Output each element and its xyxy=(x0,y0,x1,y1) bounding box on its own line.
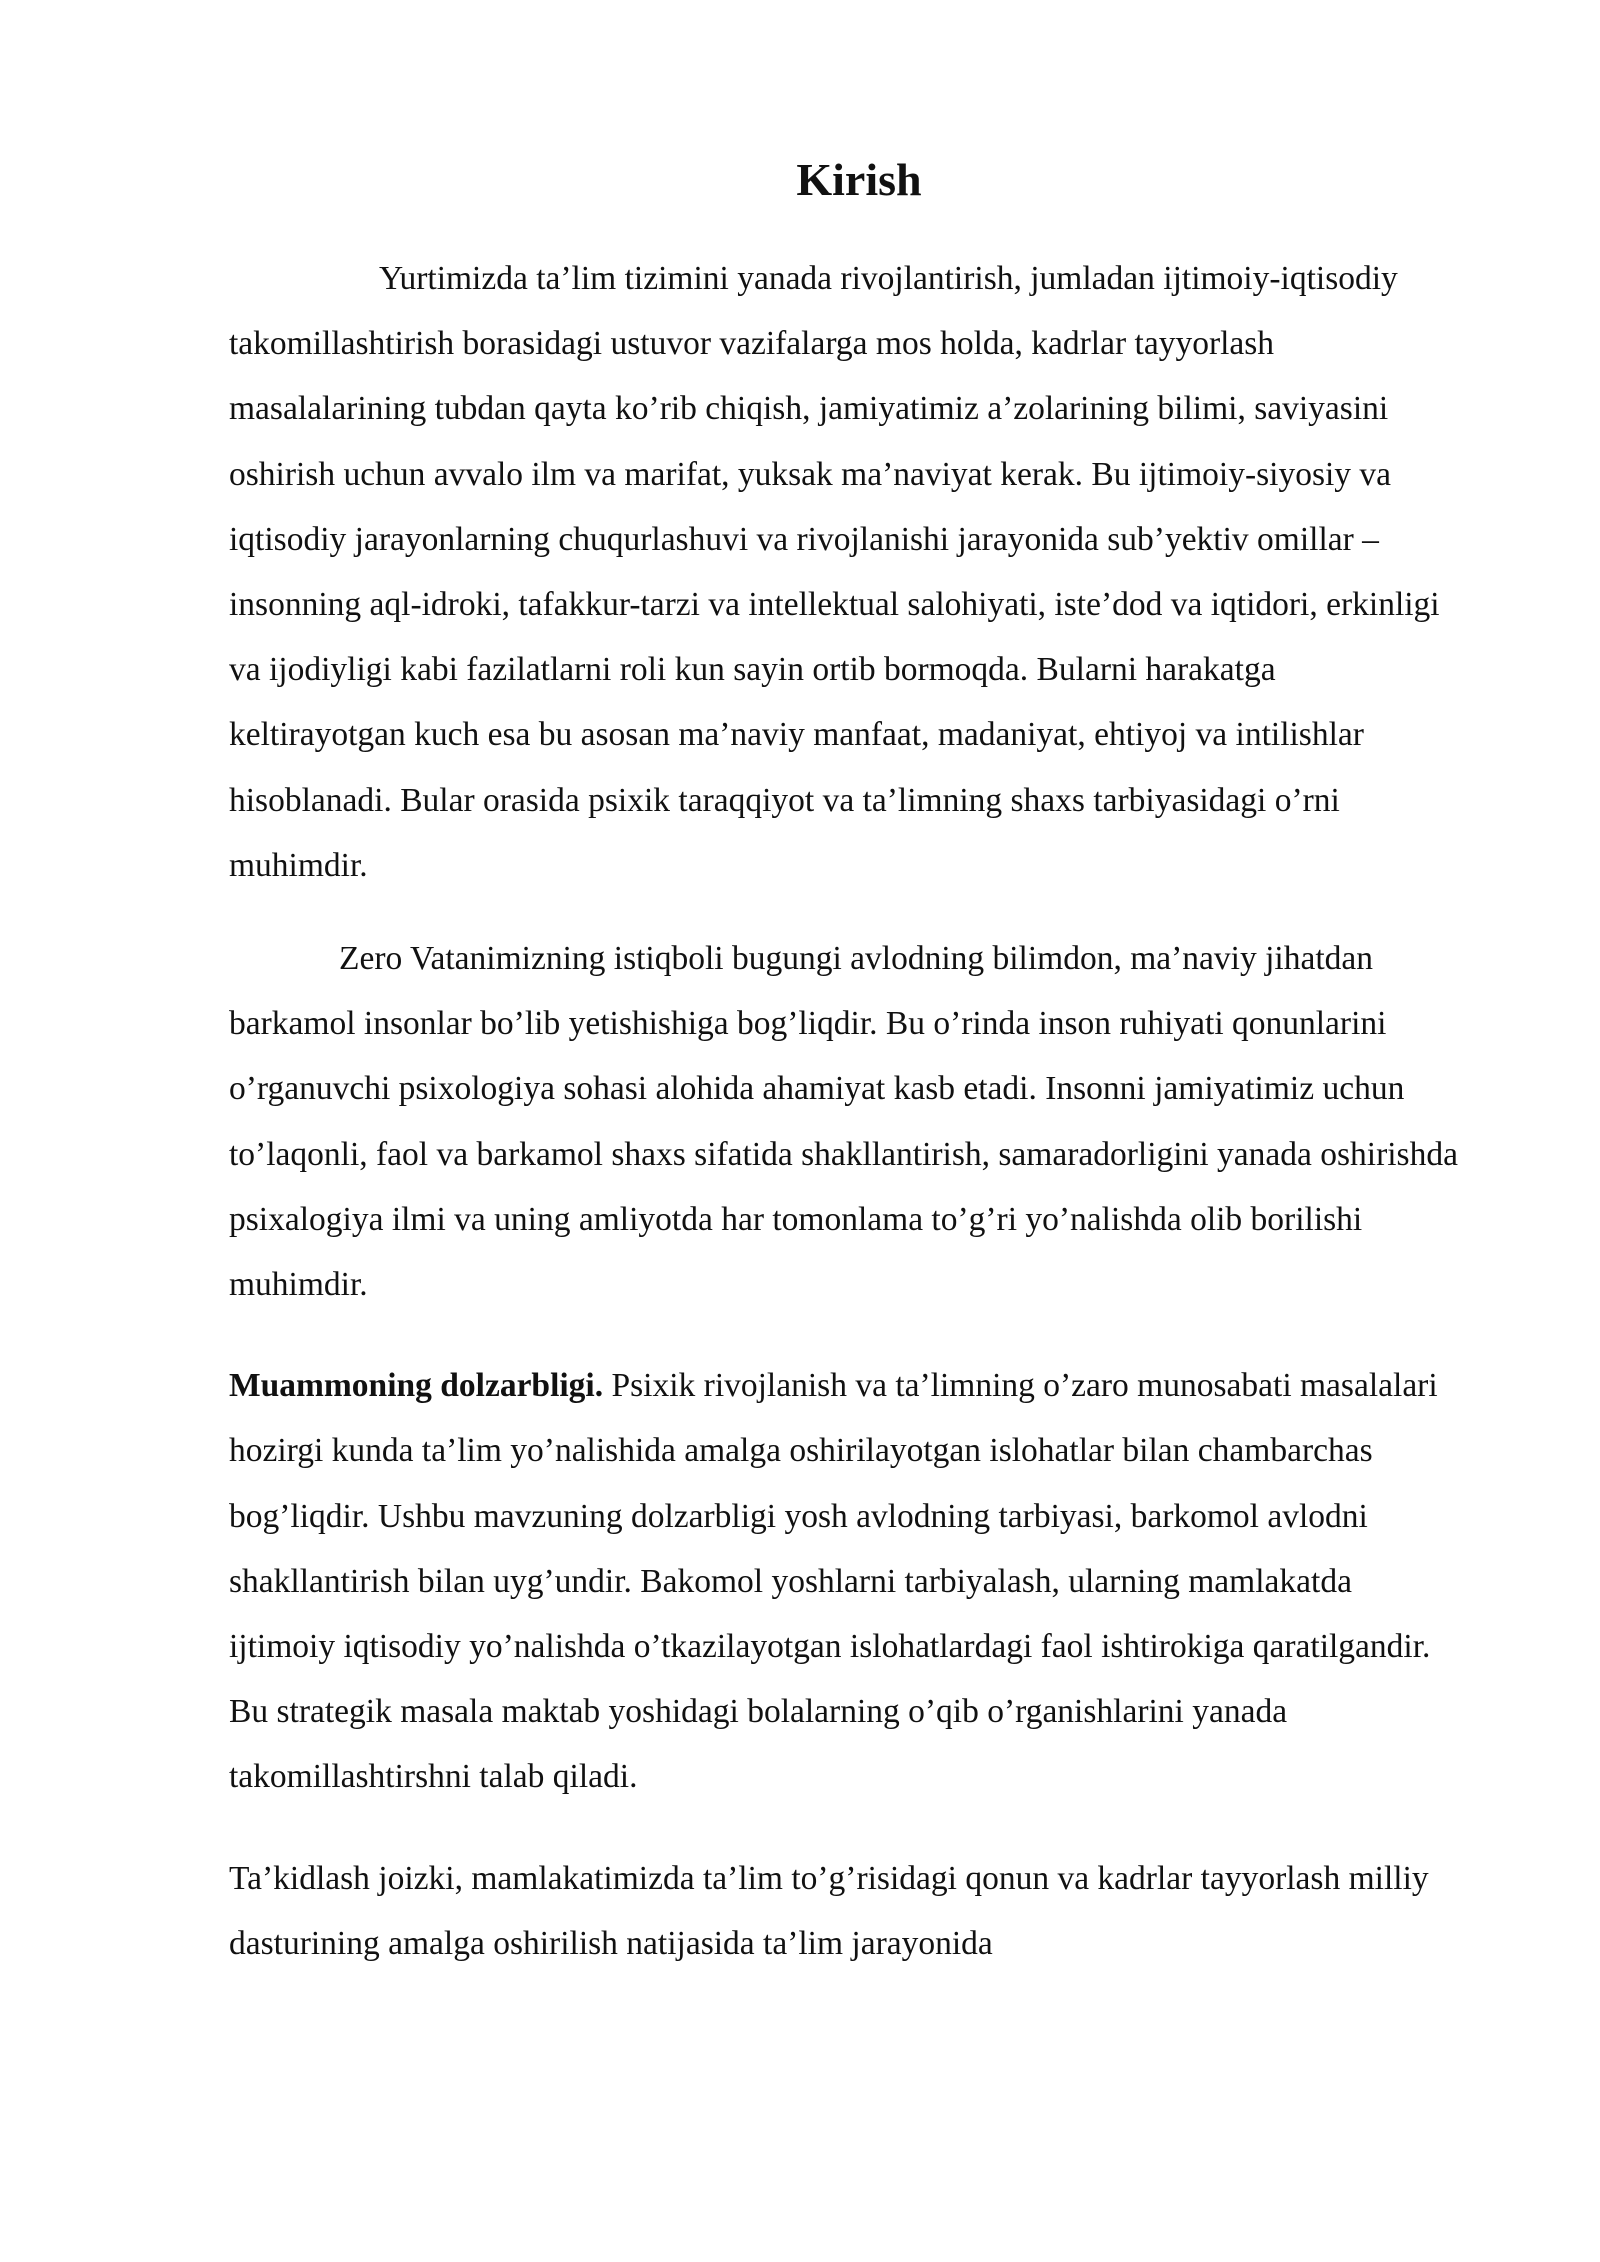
relevance-paragraph xyxy=(229,1353,1459,1809)
relevance-text: Psixik rivojlanish va ta’limning o’zaro munosabati masalalari hozirgi kunda ta’lim yo’nalishida amalga oshirilayotgan islohatlar bilan chambarchas bog’liqdir. Ushbu mavzuning dolzarbligi yosh avlodning tarbiyasi, barkomol avlodni shakllantirish bilan uyg’undir. Bakomol yoshlarni tarbiyalash, ularning mamlakatda ijtimoiy iqtisodiy yo’nalishda o’tkazilayotgan islohatlardagi faol ishtirokiga qaratilgandir. Bu strategik masala maktab yoshidagi bolalarning o’qib o’rganishlarini yanada takomillashtirshni talab qiladi. xyxy=(229,1367,1438,1796)
closing-paragraph: Ta’kidlash joizki, mamlakatimizda ta’lim to’g’risidagi qonun va kadrlar tayyorlash milliy dasturining amalga oshirilish natijasida ta’lim jarayonida xyxy=(229,1859,1429,1962)
document-page xyxy=(229,150,1459,1976)
second-paragraph: Zero Vatanimizning istiqboli bugungi avlodning bilimdon, ma’naviy jihatdan barkamol insonlar bo’lib yetishishiga bog’liqdir. Bu o’rinda inson ruhiyati qonunlarini o’rganuvchi psixologiya sohasi alohida ahamiyat kasb etadi. Insonni jamiyatimiz uchun to’laqonli, faol va barkamol shaxs sifatida shakllantirish, samaradorligini yanada oshirishda psixalogiya ilmi va uning amliyotda har tomonlama to’g’ri yo’nalishda olib borilishi muhimdir. xyxy=(229,940,1458,1304)
intro-paragraph: Yurtimizda ta’lim tizimini yanada rivojlantirish, jumladan ijtimoiy-iqtisodiy takomillashtirish borasidagi ustuvor vazifalarga mos holda, kadrlar tayyorlash masalalarining tubdan qayta ko’rib chiqish, jamiyatimiz a’zolarining bilimi, saviyasini oshirish uchun avvalo ilm va marifat, yuksak ma’naviyat kerak. Bu ijtimoiy-siyosiy va iqtisodiy jarayonlarning chuqurlashuvi va rivojlanishi jarayonida sub’yektiv omillar – insonning aql-idroki, tafakkur-tarzi va intellektual salohiyati, iste’dod va iqtidori, erkinligi va ijodiyligi kabi fazilatlarni roli kun sayin ortib bormoqda. Bularni harakatga keltirayotgan kuch esa bu asosan ma’naviy manfaat, madaniyat, ehtiyoj va intilishlar hisoblanadi. Bular orasida psixik taraqqiyot va ta’limning shaxs tarbiyasidagi o’rni muhimdir. xyxy=(229,260,1440,884)
relevance-heading: Muammoning dolzarbligi. xyxy=(229,1367,604,1405)
page-title: Kirish xyxy=(796,154,922,205)
